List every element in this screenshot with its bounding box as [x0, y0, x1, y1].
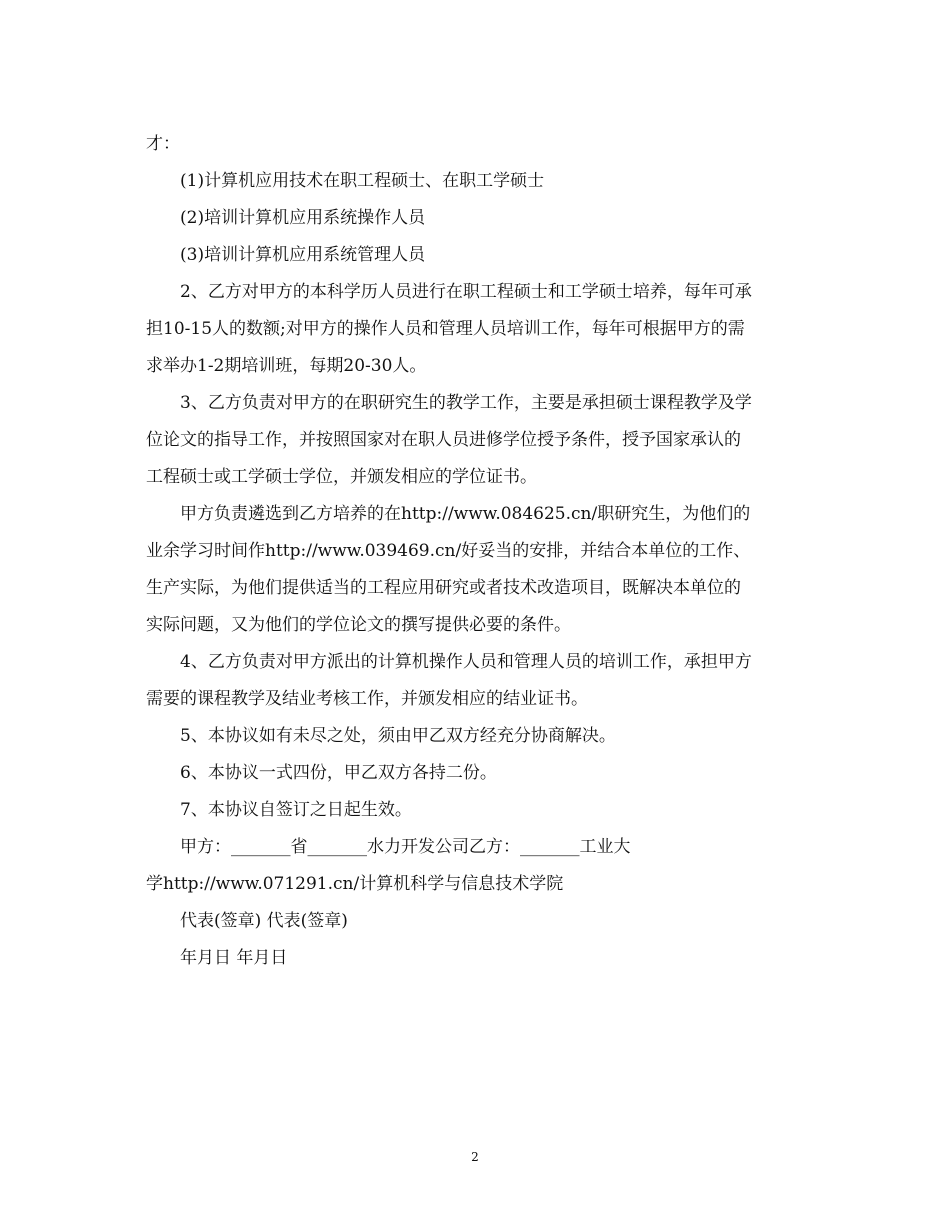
text-line: 7、本协议自签订之日起生效。: [180, 800, 412, 820]
text-line: 代表(签章) 代表(签章): [180, 911, 348, 931]
text-line: 位论文的指导工作，并按照国家对在职人员进修学位授予条件，授予国家承认的: [146, 430, 741, 450]
text-line: 甲方负责遴选到乙方培养的在http://www.084625.cn/职研究生，为他们的: [180, 504, 751, 524]
text-line: (2)培训计算机应用系统操作人员: [180, 208, 426, 228]
text-line: 甲方：_______省_______水力开发公司乙方：_______工业大: [180, 837, 631, 857]
text-line: (3)培训计算机应用系统管理人员: [180, 245, 426, 265]
text-line: 工程硕士或工学硕士学位，并颁发相应的学位证书。: [146, 467, 537, 487]
text-line: 学http://www.071291.cn/计算机科学与信息技术学院: [146, 874, 564, 894]
text-line: 5、本协议如有未尽之处，须由甲乙双方经充分协商解决。: [180, 726, 616, 746]
text-line: 实际问题，又为他们的学位论文的撰写提供必要的条件。: [146, 615, 571, 635]
text-line: 年月日 年月日: [180, 948, 288, 968]
text-line: 担10-15人的数额;对甲方的操作人员和管理人员培训工作，每年可根据甲方的需: [146, 319, 745, 339]
text-line: 6、本协议一式四份，甲乙双方各持二份。: [180, 763, 497, 783]
text-line: 3、乙方负责对甲方的在职研究生的教学工作，主要是承担硕士课程教学及学: [180, 393, 752, 413]
page-number: 2: [471, 1150, 479, 1164]
text-line: 生产实际，为他们提供适当的工程应用研究或者技术改造项目，既解决本单位的: [146, 578, 741, 598]
text-line: 业余学习时间作http://www.039469.cn/好妥当的安排，并结合本单位的工作、: [146, 541, 751, 561]
text-line: (1)计算机应用技术在职工程硕士、在职工学硕士: [180, 171, 545, 191]
text-line: 才：: [146, 134, 180, 154]
text-line: 需要的课程教学及结业考核工作，并颁发相应的结业证书。: [146, 689, 588, 709]
text-line: 2、乙方对甲方的本科学历人员进行在职工程硕士和工学硕士培养，每年可承: [180, 282, 752, 302]
text-line: 4、乙方负责对甲方派出的计算机操作人员和管理人员的培训工作，承担甲方: [180, 652, 752, 672]
document-body: [146, 126, 812, 977]
text-line: 求举办1-2期培训班，每期20-30人。: [146, 356, 427, 376]
